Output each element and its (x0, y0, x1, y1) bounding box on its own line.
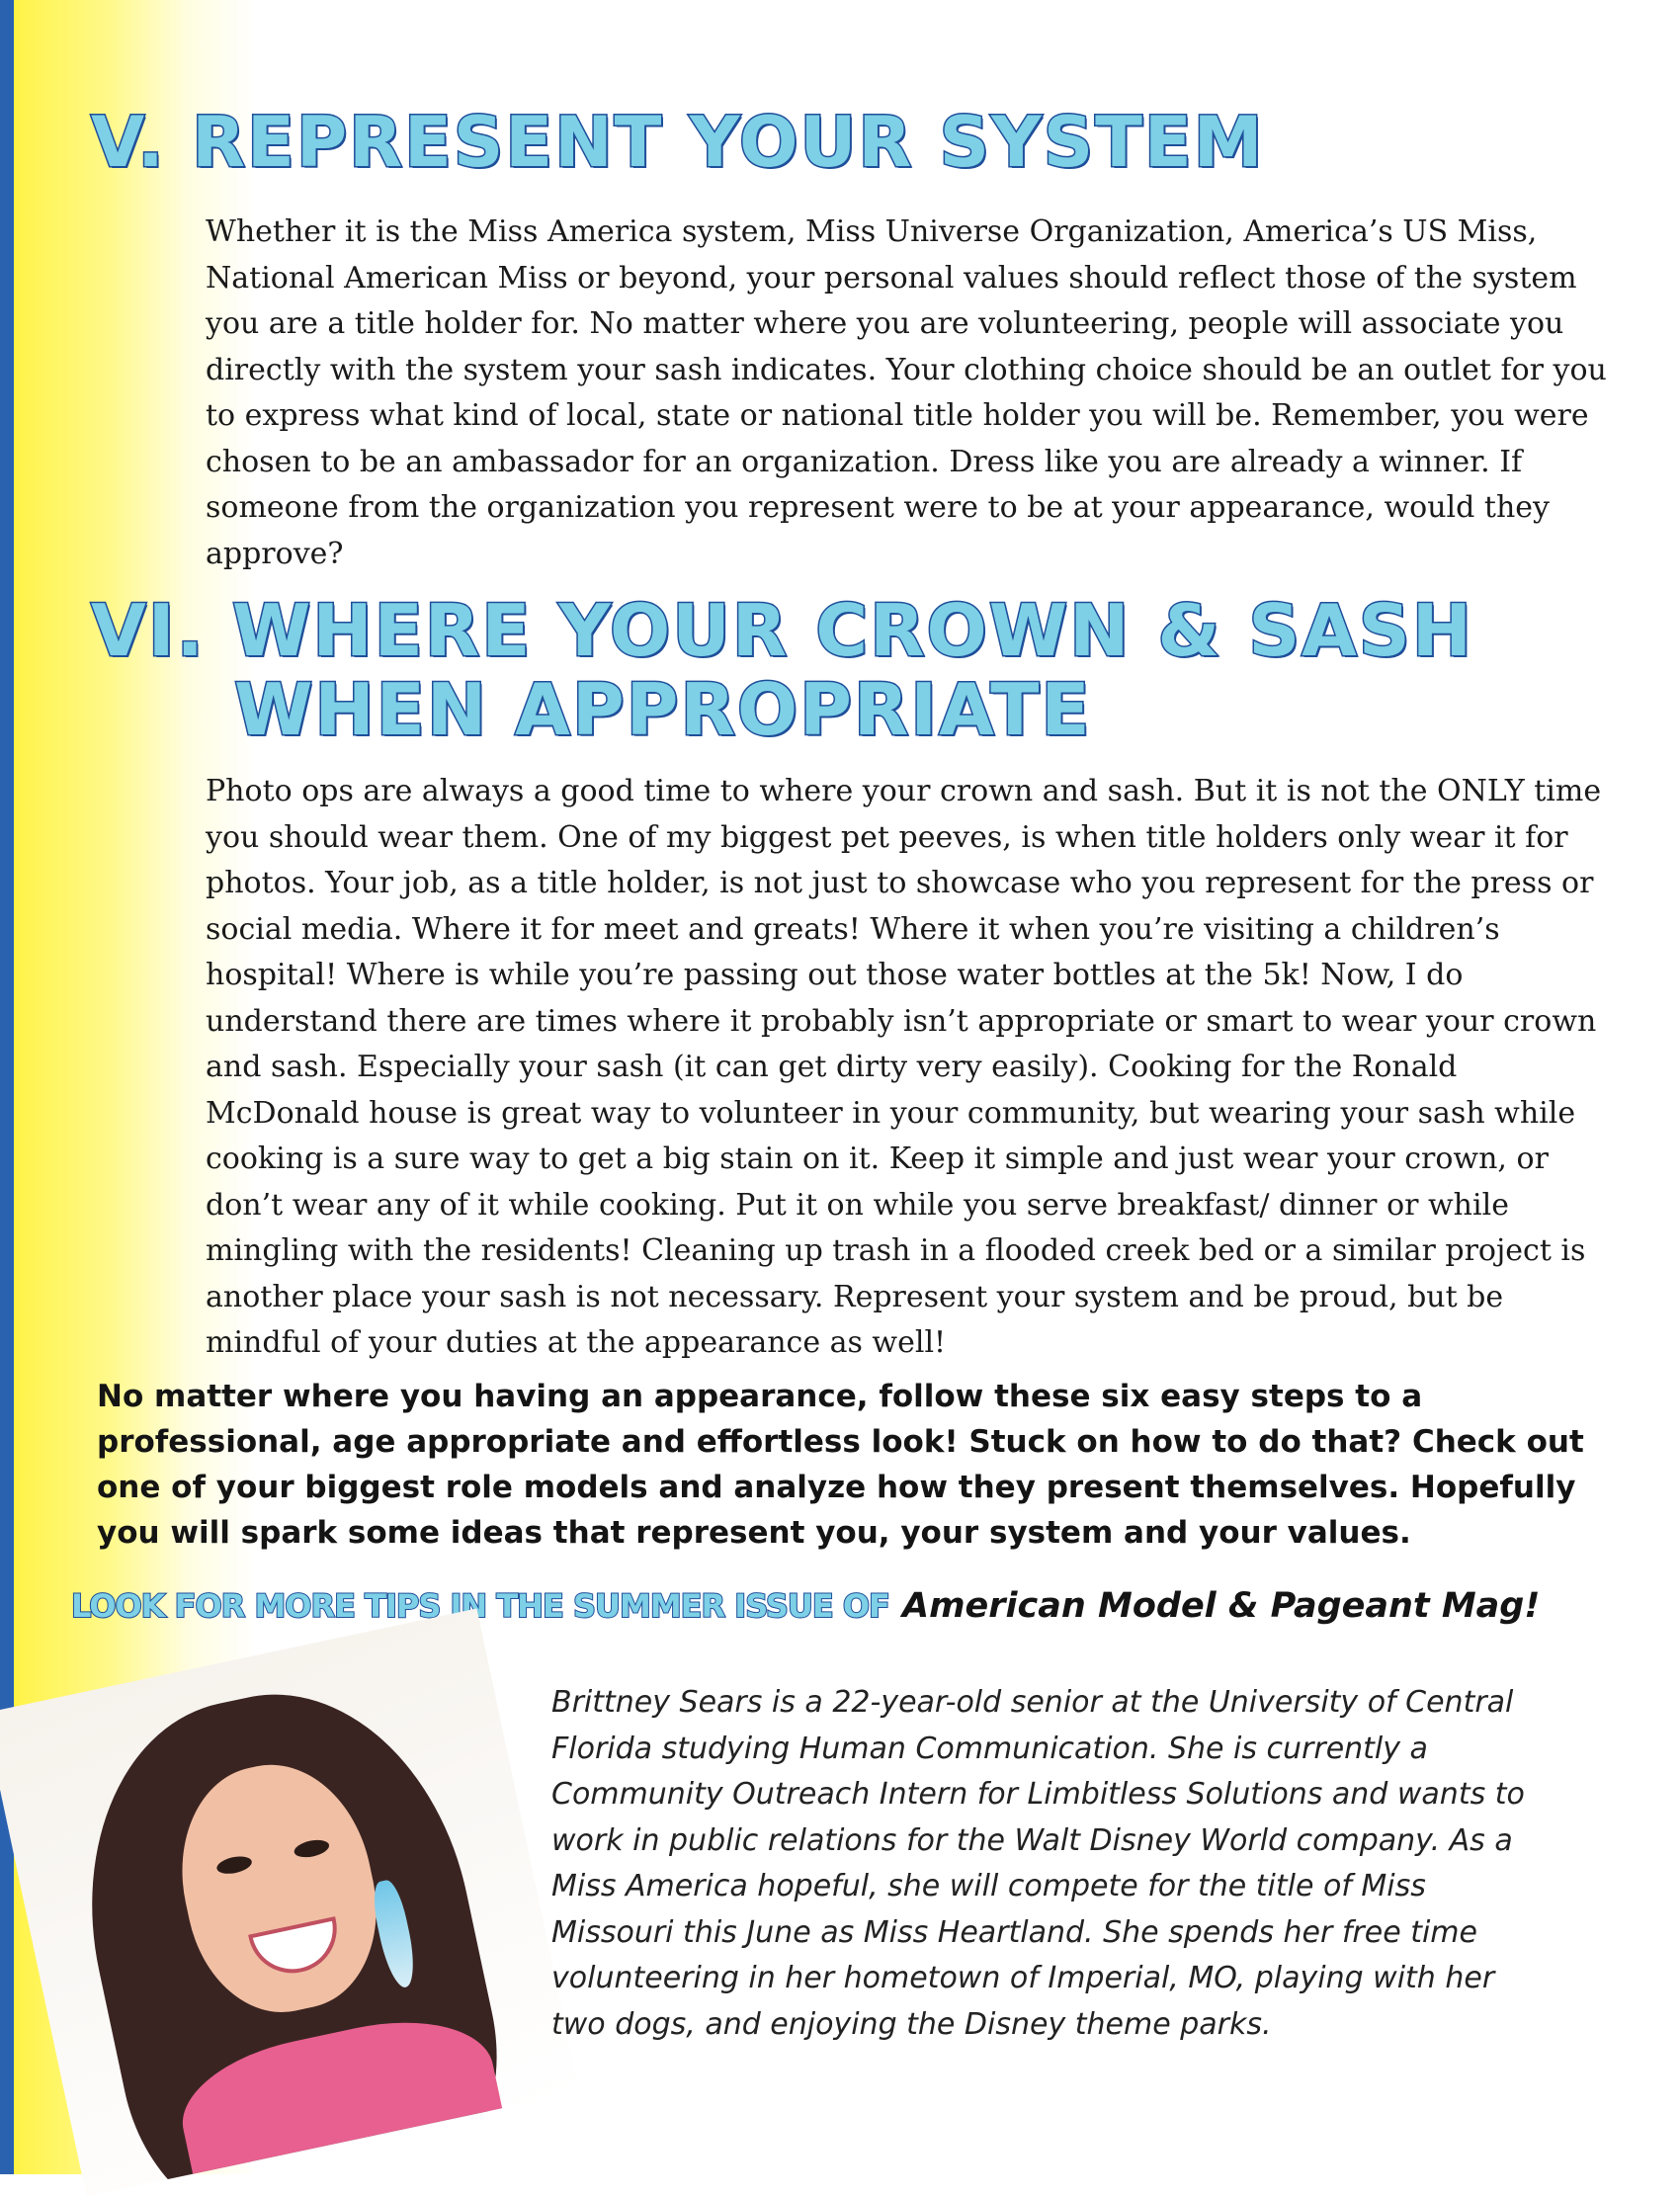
section-6-body: Photo ops are always a good time to where your crown and sash. But it is not the ONLY time you should wear them. One of my biggest pet peeves, is when title holders only wear it for photos. Your job, as a title holder, is not just to showcase who you represent for the press or social media. Where it for meet and greats! Where it when you’re visiting a children’s hospital! Where is while you’re passing out those water bottles at the 5k! Now, I do understand there are times where it probably isn’t appropriate or smart to wear your crown and sash. Especially your sash (it can get dirty very easily). Cooking for the Ronald McDonald house is great way to volunteer in your community, but wearing your sash while cooking is a sure way to get a big stain on it. Keep it simple and just wear your crown, or don’t wear any of it while cooking. Put it on while you serve breakfast/ dinner or while mingling with the residents! Cleaning up trash in a flooded creek bed or a similar project is another place your sash is not necessary. Represent your system and be proud, but be mindful of your duties at the appearance as well! (206, 774, 1602, 1360)
promo-magazine-name: American Model & Pageant Mag! (902, 1586, 1541, 1626)
section-6-heading-line2: WHEN APPROPRIATE (234, 668, 1092, 751)
author-photo (0, 1608, 579, 2196)
author-bio: Brittney Sears is a 22-year-old senior at the University of Central Florida studying Human Communication. She is currently a Community Outreach Intern for Limbitless Solutions and wants to work in public relations for the Walt Disney World company. As a Miss America hopeful, she will compete for the title of Miss Missouri this June as Miss Heartland. She spends her free time volunteering in her hometown of Imperial, MO, playing with her two dogs, and enjoying the Disney theme parks. (551, 1685, 1525, 2042)
photo-right-eye (293, 1837, 331, 1860)
photo-smile (248, 1916, 345, 1982)
section-6-heading (91, 591, 1473, 749)
section-5-body: Whether it is the Miss America system, Miss Universe Organization, America’s US Miss, National American Miss or beyond, your personal values should reflect those of the system you are a title holder for. No matter where you are volunteering, people will associate you directly with the system your sash indicates. Your clothing choice should be an outlet for you to express what kind of local, state or national title holder you will be. Remember, you were chosen to be an ambassador for an organization. Dress like you are already a winner. If someone from the organization you represent were to be at your appearance, would they approve? (206, 214, 1607, 571)
closing-paragraph: No matter where you having an appearance, follow these six easy steps to a professional, age appropriate and effortless look! Stuck on how to do that? Check out one of your biggest role models and analyze how they present themselves. Hopefully you will spark some ideas that represent you, your system and your values. (97, 1379, 1584, 1551)
photo-left-eye (215, 1854, 254, 1877)
section-6-heading-line1: VI. WHERE YOUR CROWN & SASH (91, 589, 1474, 672)
promo-lead: LOOK FOR MORE TIPS IN THE SUMMER ISSUE OF (71, 1587, 889, 1625)
section-5-heading: V. REPRESENT YOUR SYSTEM (91, 102, 1265, 183)
promo-line (71, 1579, 1540, 1639)
